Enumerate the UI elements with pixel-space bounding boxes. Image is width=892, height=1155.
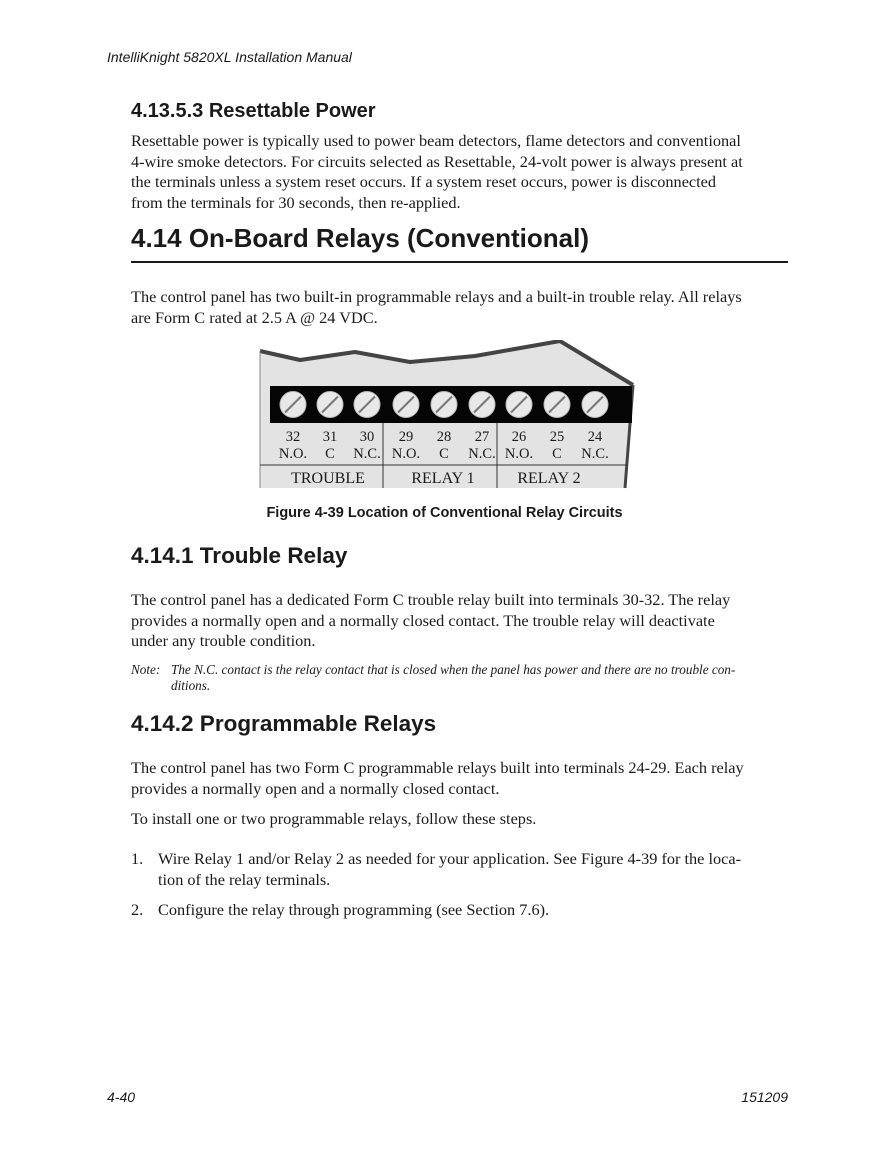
terminal-number: 29: [398, 429, 414, 445]
terminal-contact: N.C.: [468, 446, 496, 462]
heading-programmable-relays: 4.14.2 Programmable Relays: [131, 711, 437, 736]
heading-resettable-power: 4.13.5.3 Resettable Power: [131, 100, 376, 122]
footer-page-number: 4-40: [107, 1089, 136, 1105]
heading-rule: [131, 261, 788, 263]
paragraph-trouble-relay: The control panel has a dedicated Form C trouble relay built into terminals 30-32. The relay provides a normally open and a normally closed contact. The trouble relay will deactivate under any trouble condition.: [131, 590, 731, 650]
heading-trouble-relay: 4.14.1 Trouble Relay: [131, 543, 348, 568]
running-header: IntelliKnight 5820XL Installation Manual: [107, 49, 352, 65]
terminal-number: 25: [549, 429, 565, 445]
terminal-contact: C: [439, 446, 449, 462]
terminal-contact: N.C.: [581, 446, 609, 462]
terminal-contact: N.O.: [391, 446, 421, 462]
paragraph-onboard-relays: The control panel has two built-in programmable relays and a built-in trouble relay. All relays are Form C rated at 2.5 A @ 24 VDC.: [131, 287, 742, 327]
terminal-number: 30: [359, 429, 375, 445]
terminal-number: 32: [285, 429, 301, 445]
group-label-relay-2: RELAY 2: [517, 470, 581, 487]
terminal-contact: N.O.: [278, 446, 308, 462]
terminal-number: 31: [322, 429, 338, 445]
list-item-step-2: 2. Configure the relay through programming (see Section 7.6).: [131, 900, 550, 919]
terminal-number: 27: [474, 429, 490, 445]
terminal-contact: N.O.: [504, 446, 534, 462]
relay-terminal-figure: [255, 340, 640, 492]
terminal-contact: C: [552, 446, 562, 462]
terminal-contact: N.C.: [353, 446, 381, 462]
figure-caption: Figure 4-39 Location of Conventional Relay Circuits: [266, 505, 623, 521]
terminal-number: 24: [587, 429, 603, 445]
footer-doc-number: 151209: [741, 1089, 788, 1105]
group-label-trouble: TROUBLE: [291, 470, 365, 487]
paragraph-programmable-relays: The control panel has two Form C programmable relays built into terminals 24-29. Each relay provides a normally open and a normally closed contact.: [131, 758, 744, 798]
group-label-relay-1: RELAY 1: [411, 470, 475, 487]
note-trouble-relay: Note: The N.C. contact is the relay contact that is closed when the panel has power and there are no trouble con- ditions.: [131, 662, 736, 693]
terminal-contact: C: [325, 446, 335, 462]
list-item-step-1: 1. Wire Relay 1 and/or Relay 2 as needed for your application. See Figure 4-39 for the loca- tion of the relay terminals.: [131, 849, 742, 889]
heading-onboard-relays: 4.14 On-Board Relays (Conventional): [131, 223, 589, 253]
paragraph-resettable-power: Resettable power is typically used to power beam detectors, flame detectors and conventional 4-wire smoke detectors. For circuits selected as Resettable, 24-volt power is always present at the terminals unless a system reset occurs. If a system reset occurs, power is disconnected from the terminals for 30 seconds, then re-applied.: [131, 131, 743, 212]
note-label: Note:: [131, 662, 161, 677]
paragraph-install-intro: To install one or two programmable relays, follow these steps.: [131, 809, 537, 828]
terminal-number: 26: [511, 429, 527, 445]
terminal-number: 28: [436, 429, 452, 445]
